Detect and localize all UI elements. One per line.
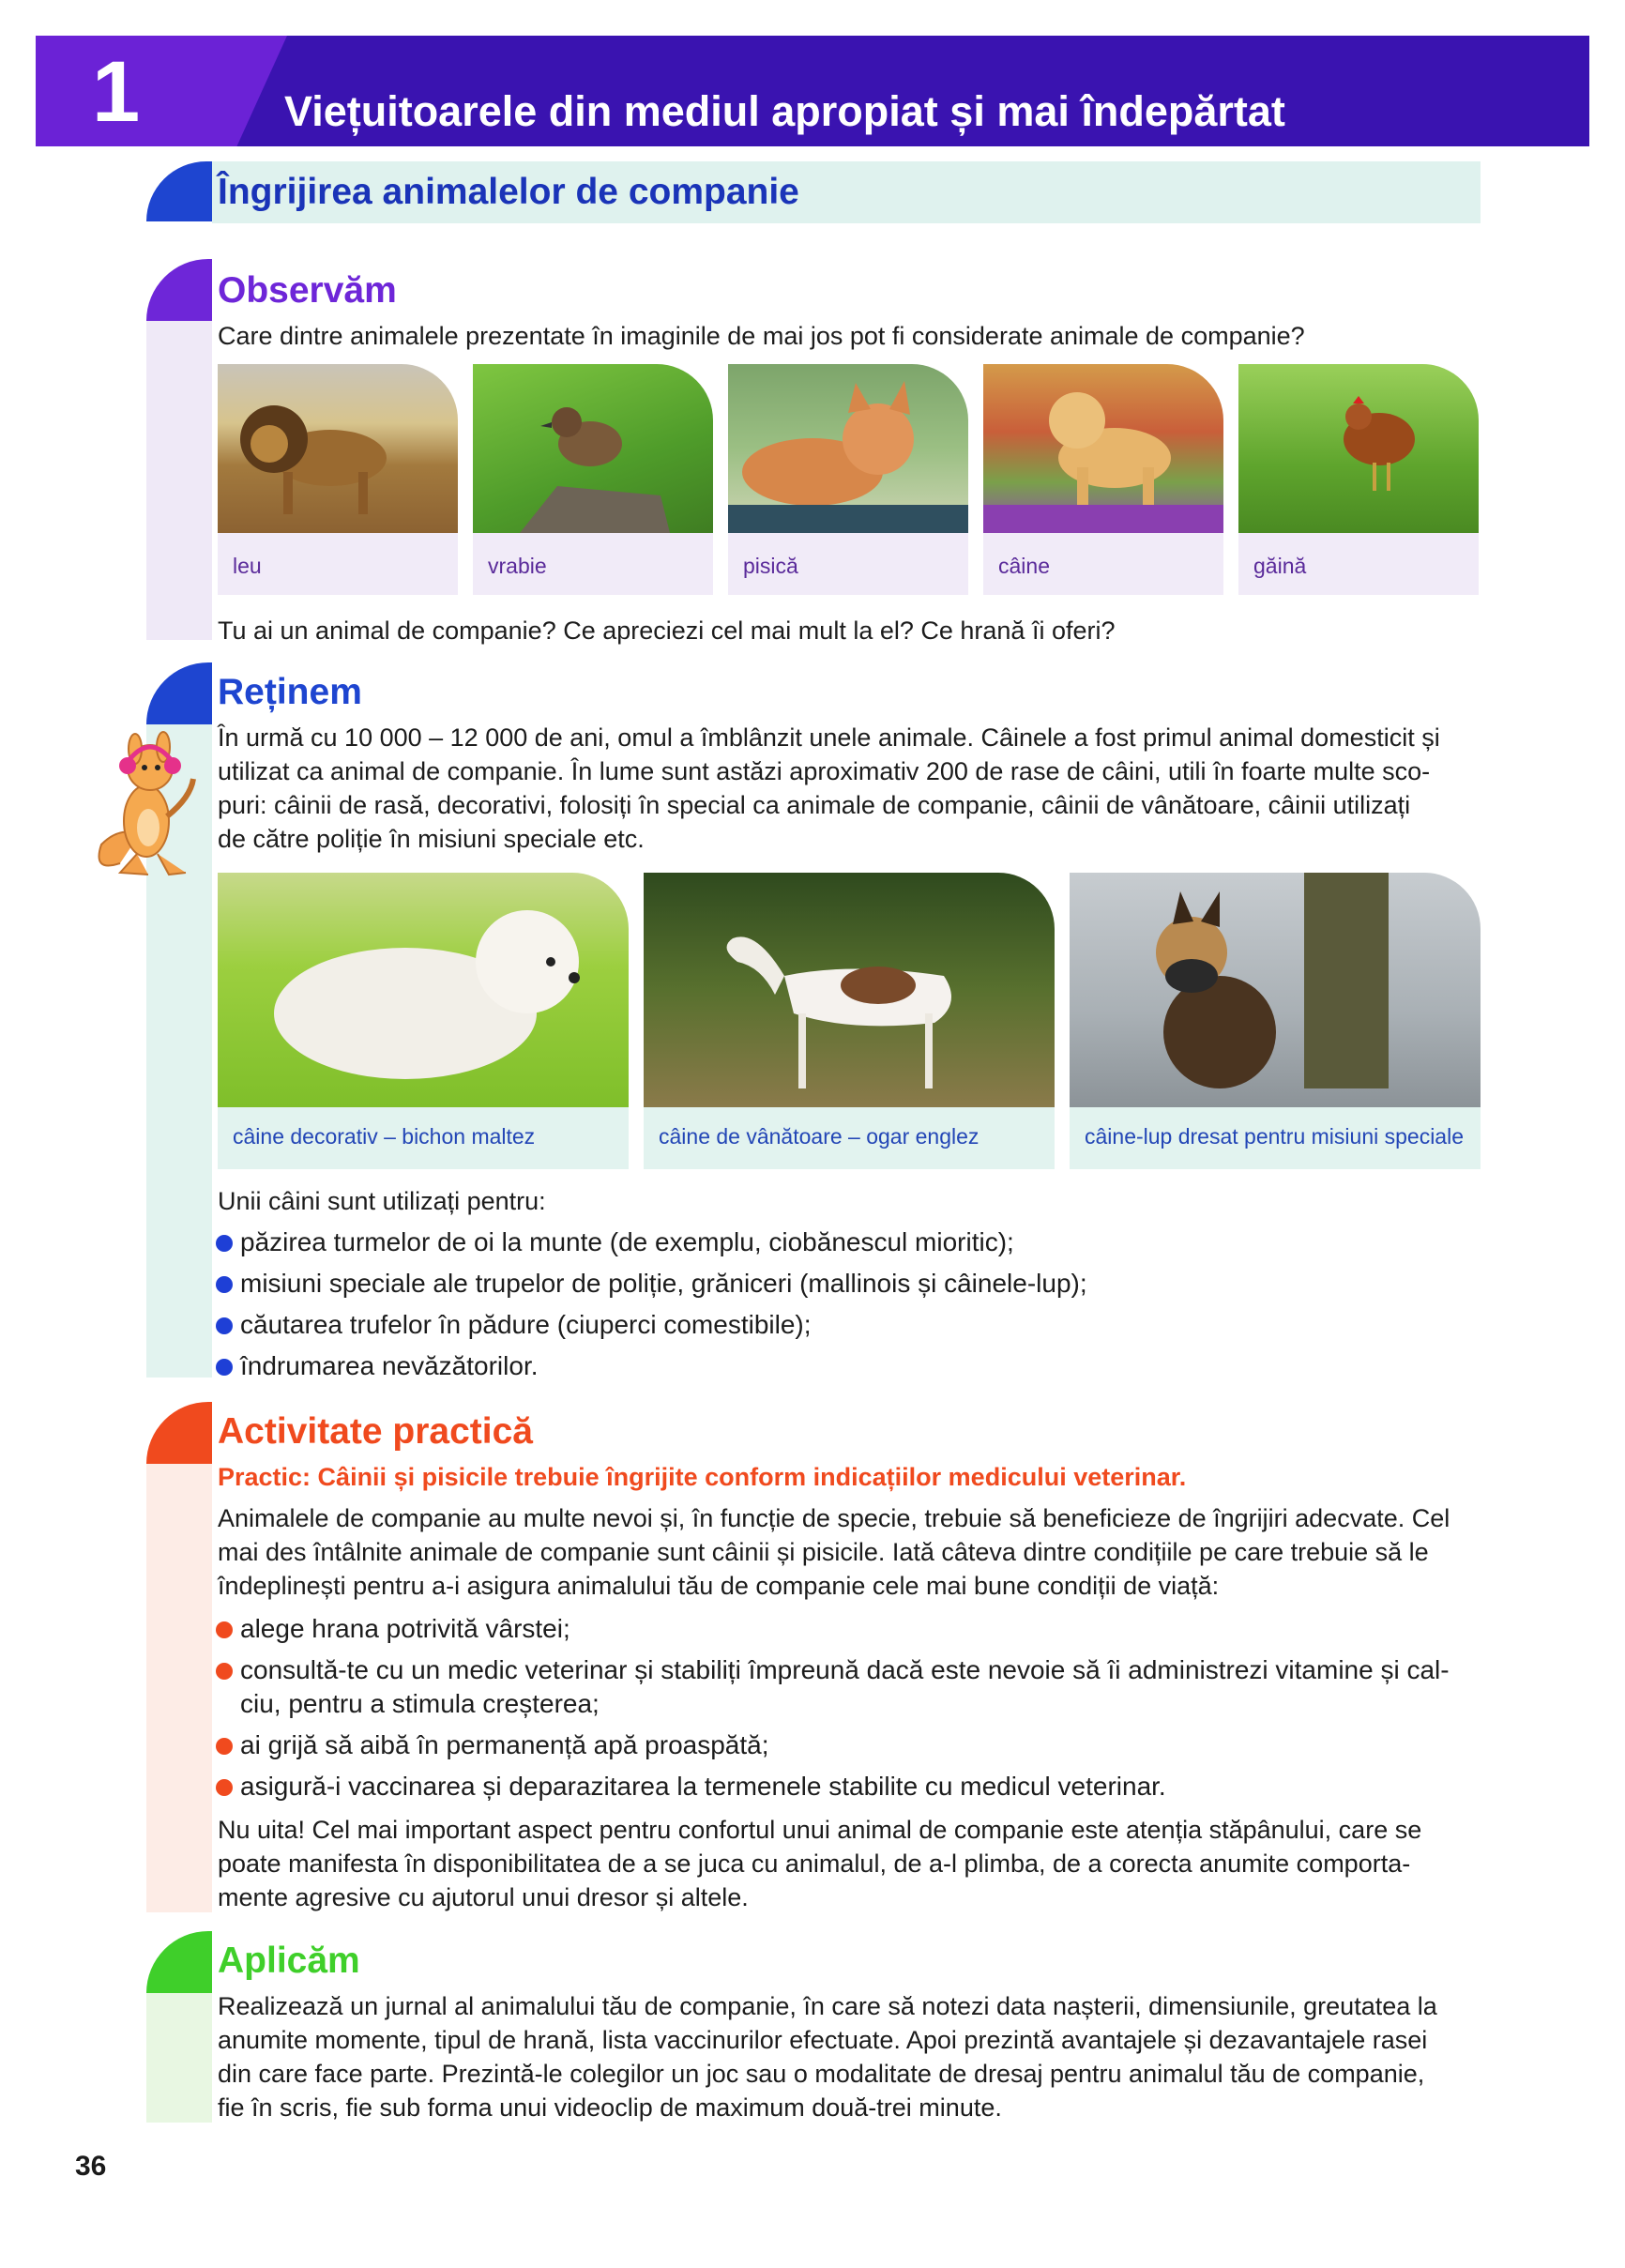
uses-intro: Unii câini sunt utilizați pentru: [218,1187,546,1215]
bichon-icon [218,873,629,1107]
cat-icon [728,364,968,533]
activitate-outro [218,1813,1482,1914]
bullet-dot-icon [216,1317,233,1334]
aplicam-line: anumite momente, tipul de hrană, lista vaccinurilor efectuate. Apoi prezintă avantajele și dezavantajele rasei [218,2026,1428,2054]
activitate-line: Nu uita! Cel mai important aspect pentru confortul unui animal de companie este atenția stăpânului, care se [218,1816,1422,1844]
aplicam-paragraph [218,1989,1482,2124]
kangaroo-mascot-icon [83,723,205,882]
bullet-dot-icon [216,1738,233,1755]
aplicam-rail [146,1993,212,2123]
aplicam-line: Realizează un jurnal al animalului tău de companie, în care să notezi data nașterii, dimensiunile, greutatea la [218,1992,1437,2020]
animal-caption: pisică [728,533,968,595]
uses-item: căutarea trufelor în pădure (ciuperci comestibile); [216,1308,812,1342]
bullet-dot-icon [216,1359,233,1376]
retinem-title: Reținem [218,672,362,712]
uses-item: misiuni speciale ale trupelor de poliție, grăniceri (mallinois și câinele-lup); [216,1267,1087,1301]
sparrow-photo [473,364,713,533]
retinem-line: puri: câinii de rasă, decorativi, folosiți în special ca animale de companie, câinii de vânătoare, câinii utilizați [218,791,1411,819]
retinem-marker [146,662,212,724]
retinem-paragraph [218,721,1482,856]
greyhound-photo [644,873,1055,1107]
animal-caption: leu [218,533,458,595]
chapter-title: Viețuitoarele din mediul apropiat și mai îndepărtat [284,87,1285,135]
activitate-rail [146,1464,212,1912]
uses-item: îndrumarea nevăzătorilor. [216,1349,539,1383]
observam-rail [146,321,212,640]
retinem-line: utilizat ca animal de companie. În lume sunt astăzi aproximativ 200 de rase de câini, utili în foarte multe sco- [218,757,1431,785]
care-item: alege hrana potrivită vârstei; [216,1612,570,1646]
subtitle-marker [146,161,212,221]
activitate-marker [146,1402,212,1464]
chapter-number: 1 [92,44,141,140]
bullet-dot-icon [216,1235,233,1252]
activitate-title: Activitate practică [218,1411,533,1452]
aplicam-title: Aplicăm [218,1941,360,1981]
aplicam-line: fie în scris, fie sub forma unui videoclip de maximum două-trei minute. [218,2093,1002,2122]
care-item: asigură-i vaccinarea și deparazitarea la termenele stabilite cu medicul veterinar. [216,1770,1166,1804]
bullet-dot-icon [216,1621,233,1638]
lion-photo [218,364,458,533]
activitate-line: mai des întâlnite animale de companie sunt câinii și pisicile. Iată câteva dintre condițiile pe care trebuie să le [218,1538,1429,1566]
bichon-photo [218,873,629,1107]
cat-photo [728,364,968,533]
dog-caption: câine decorativ – bichon maltez [218,1107,629,1169]
aplicam-marker [146,1931,212,1993]
bullet-dot-icon [216,1663,233,1680]
dog-caption: câine de vânătoare – ogar englez [644,1107,1055,1169]
wolfdog-icon [1070,873,1481,1107]
practic-note: Practic: Câinii și pisicile trebuie îngrijite conform indicațiilor medicului veterinar. [218,1463,1187,1491]
observam-question: Care dintre animalele prezentate în imaginile de mai jos pot fi considerate animale de companie? [218,322,1305,350]
sparrow-icon [473,364,713,533]
care-item: ai grijă să aibă în permanență apă proaspătă; [216,1728,769,1762]
chapter-header [36,36,1589,146]
dog-photo [983,364,1223,533]
observam-followup: Tu ai un animal de companie? Ce apreciezi cel mai mult la el? Ce hrană îi oferi? [218,616,1116,645]
aplicam-line: din care face parte. Prezintă-le colegilor un joc sau o modalitate de dresaj pentru animalul tău de companie, [218,2060,1425,2088]
dog-caption: câine-lup dresat pentru misiuni speciale [1070,1107,1481,1169]
activitate-line: Animalele de companie au multe nevoi și, în funcție de specie, trebuie să beneficieze de îngrijiri adecvate. Cel [218,1504,1450,1532]
observam-marker [146,259,212,321]
activitate-line: mente agresive cu ajutorul unui dresor și altele. [218,1883,749,1911]
hen-photo [1238,364,1479,533]
lesson-title: Îngrijirea animalelor de companie [218,172,799,212]
chapter-number-tab [36,36,287,146]
bullet-dot-icon [216,1276,233,1293]
wolfdog-photo [1070,873,1481,1107]
activitate-line: poate manifesta în disponibilitatea de a se juca cu animalul, de a-l plimba, de a corecta anumite comporta- [218,1849,1411,1878]
greyhound-icon [644,873,1055,1107]
uses-item: păzirea turmelor de oi la munte (de exemplu, ciobănescul mioritic); [216,1225,1014,1259]
hen-icon [1238,364,1479,533]
lion-icon [218,364,458,533]
dog-icon [983,364,1223,533]
bullet-dot-icon [216,1779,233,1796]
care-item: consultă-te cu un medic veterinar și stabiliți împreună dacă este nevoie să îi administrezi vitamine și cal- ciu, pentru a stimula creșterea; [216,1653,1482,1721]
retinem-line: de către poliție în misiuni speciale etc. [218,825,645,853]
retinem-line: În urmă cu 10 000 – 12 000 de ani, omul a îmblânzit unele animale. Câinele a fost primul animal domesticit și [218,723,1440,752]
observam-title: Observăm [218,270,397,311]
animal-caption: vrabie [473,533,713,595]
animal-caption: câine [983,533,1223,595]
activitate-intro [218,1501,1482,1603]
page-number: 36 [75,2151,107,2182]
activitate-line: îndeplinești pentru a-i asigura animalului tău de companie cele mai bune condiții de viață: [218,1572,1220,1600]
animal-caption: găină [1238,533,1479,595]
